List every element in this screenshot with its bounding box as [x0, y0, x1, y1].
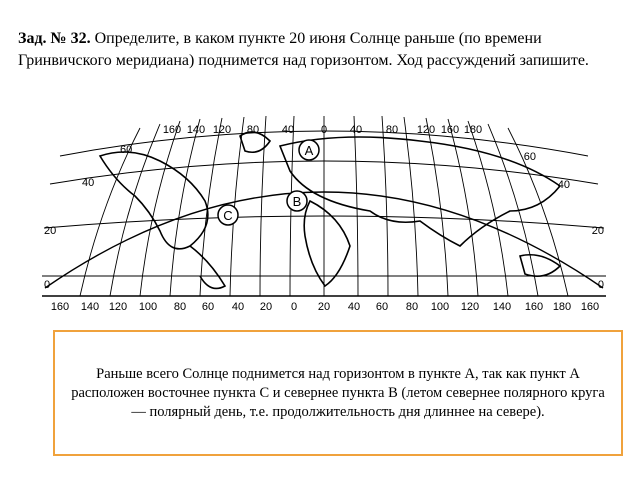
point-b [287, 191, 307, 211]
svg-text:120: 120 [212, 124, 232, 136]
svg-text:160: 160 [524, 301, 544, 312]
answer-text: Раньше всего Солнце поднимется над горизонтом в пункте А, так как пункт А расположен восточнее пункта С и севернее пункта В (летом севернее полярного круга — полярный день, т.е. продолжительность дня длиннее на севере). [71, 365, 605, 420]
svg-text:120: 120 [416, 124, 436, 136]
task-statement [18, 28, 618, 72]
svg-text:60: 60 [375, 301, 389, 312]
svg-text:160: 160 [440, 124, 460, 136]
answer-box [53, 330, 623, 456]
svg-text:0: 0 [44, 279, 51, 291]
svg-text:C: C [223, 208, 233, 223]
top-longitude-labels [163, 124, 482, 136]
svg-text:180: 180 [552, 301, 572, 312]
svg-text:60: 60 [120, 144, 133, 156]
left-latitude-labels [44, 144, 132, 291]
svg-text:40: 40 [281, 124, 295, 136]
svg-text:60: 60 [201, 301, 215, 312]
svg-text:120: 120 [108, 301, 128, 312]
svg-text:40: 40 [231, 301, 245, 312]
svg-text:20: 20 [317, 301, 331, 312]
svg-text:B: B [292, 194, 302, 209]
svg-text:20: 20 [591, 225, 604, 237]
svg-text:140: 140 [492, 301, 512, 312]
svg-text:80: 80 [173, 301, 187, 312]
bottom-longitude-labels [51, 301, 599, 312]
svg-text:20: 20 [44, 225, 57, 237]
point-c [218, 205, 238, 225]
svg-text:40: 40 [349, 124, 363, 136]
svg-text:40: 40 [82, 177, 95, 189]
svg-text:40: 40 [347, 301, 361, 312]
svg-text:60: 60 [523, 151, 536, 163]
svg-text:100: 100 [430, 301, 450, 312]
svg-text:160: 160 [50, 301, 70, 312]
svg-text:100: 100 [138, 301, 158, 312]
svg-text:120: 120 [460, 301, 480, 312]
svg-text:80: 80 [405, 301, 419, 312]
svg-text:0: 0 [597, 279, 604, 291]
svg-text:40: 40 [557, 179, 570, 191]
svg-text:140: 140 [80, 301, 100, 312]
svg-text:20: 20 [259, 301, 273, 312]
svg-text:0: 0 [320, 124, 328, 136]
task-text: Определите, в каком пункте 20 июня Солнце раньше (по времени Гринвичского меридиана) поднимется над горизонтом. Ход рассуждений запишите. [18, 30, 589, 69]
svg-text:0: 0 [290, 301, 298, 312]
world-map-figure [40, 116, 608, 312]
svg-text:160: 160 [162, 124, 182, 136]
svg-text:80: 80 [246, 124, 260, 136]
map-svg [40, 116, 608, 312]
svg-text:180: 180 [463, 124, 483, 136]
svg-text:80: 80 [385, 124, 399, 136]
point-a [299, 140, 319, 160]
svg-text:160: 160 [580, 301, 600, 312]
svg-text:A: A [304, 143, 314, 158]
svg-text:140: 140 [186, 124, 206, 136]
task-number: Зад. № 32. [18, 30, 91, 47]
